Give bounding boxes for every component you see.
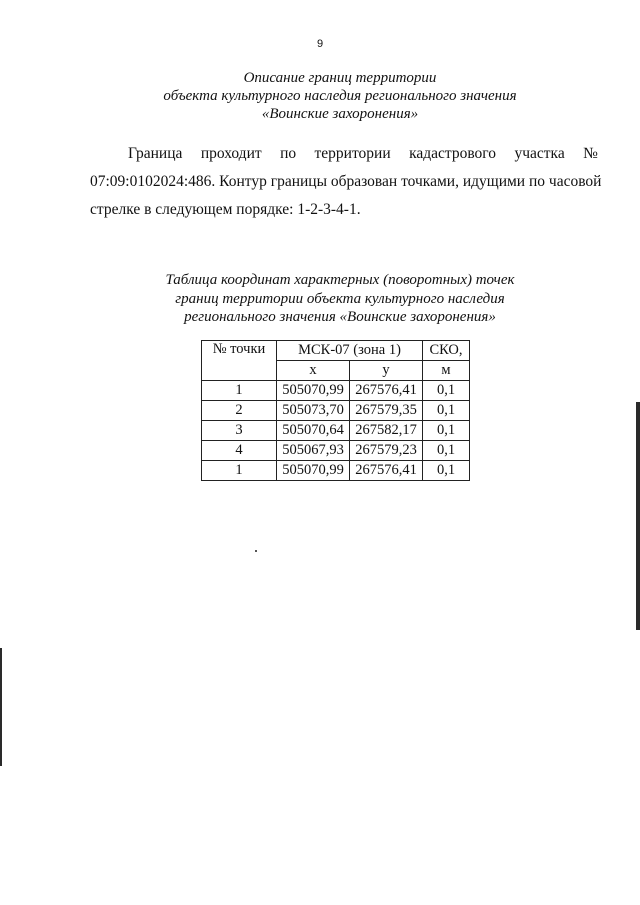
- header-x: x: [277, 361, 350, 381]
- cell-x: 505067,93: [277, 441, 350, 461]
- cell-error: 0,1: [423, 421, 470, 441]
- cell-x: 505073,70: [277, 401, 350, 421]
- header-coordinate-system: МСК-07 (зона 1): [277, 341, 423, 361]
- page-number: 9: [316, 38, 324, 50]
- cell-x: 505070,99: [277, 381, 350, 401]
- table-header-row: [202, 341, 470, 361]
- description-word: кадастрового: [409, 145, 497, 162]
- cell-y: 267576,41: [350, 461, 423, 481]
- description-line-1: [90, 140, 598, 168]
- cell-y: 267582,17: [350, 421, 423, 441]
- heading-line-2: объекта культурного наследия регионального значения: [163, 88, 517, 104]
- cell-point: 1: [202, 381, 277, 401]
- cell-error: 0,1: [423, 441, 470, 461]
- header-point-number: № точки: [202, 341, 277, 381]
- description-line-2: 07:09:0102024:486. Контур границы образован точками, идущими по часовой: [90, 173, 602, 190]
- table-row: [202, 461, 470, 481]
- cell-x: 505070,99: [277, 461, 350, 481]
- cell-y: 267579,35: [350, 401, 423, 421]
- description-word: проходит: [200, 145, 262, 162]
- caption-line-1: Таблица координат характерных (поворотных) точек: [165, 272, 515, 288]
- caption-line-2: границ территории объекта культурного наследия: [175, 290, 505, 307]
- cell-y: 267576,41: [350, 381, 423, 401]
- table-row: [202, 441, 470, 461]
- cell-y: 267579,23: [350, 441, 423, 461]
- description-word: участка: [514, 145, 565, 162]
- caption-line-3: регионального значения «Воинские захоронения»: [184, 309, 496, 325]
- scan-speck: [255, 550, 257, 552]
- table-caption: [100, 271, 580, 327]
- cell-error: 0,1: [423, 401, 470, 421]
- cell-point: 4: [202, 441, 277, 461]
- scan-edge-mark: [0, 648, 2, 766]
- description-word: по: [280, 145, 297, 162]
- heading-line-1: Описание границ территории: [243, 70, 437, 86]
- cell-error: 0,1: [423, 381, 470, 401]
- document-heading: [60, 69, 620, 123]
- table-row: [202, 421, 470, 441]
- table-row: [202, 401, 470, 421]
- cell-point: 2: [202, 401, 277, 421]
- cell-point: 3: [202, 421, 277, 441]
- scan-edge-mark: [636, 402, 640, 630]
- header-error-unit: м: [423, 361, 470, 381]
- header-y: y: [350, 361, 423, 381]
- cell-x: 505070,64: [277, 421, 350, 441]
- boundary-description: [90, 140, 602, 224]
- cell-point: 1: [202, 461, 277, 481]
- header-error: СКО,: [423, 341, 470, 361]
- description-word: территории: [314, 145, 391, 162]
- cell-error: 0,1: [423, 461, 470, 481]
- heading-line-3: «Воинские захоронения»: [261, 106, 419, 122]
- description-word: №: [583, 145, 598, 162]
- table-row: [202, 381, 470, 401]
- description-word: Граница: [128, 145, 183, 162]
- coordinates-table: [201, 340, 470, 481]
- description-line-3: стрелке в следующем порядке: 1-2-3-4-1.: [90, 201, 361, 218]
